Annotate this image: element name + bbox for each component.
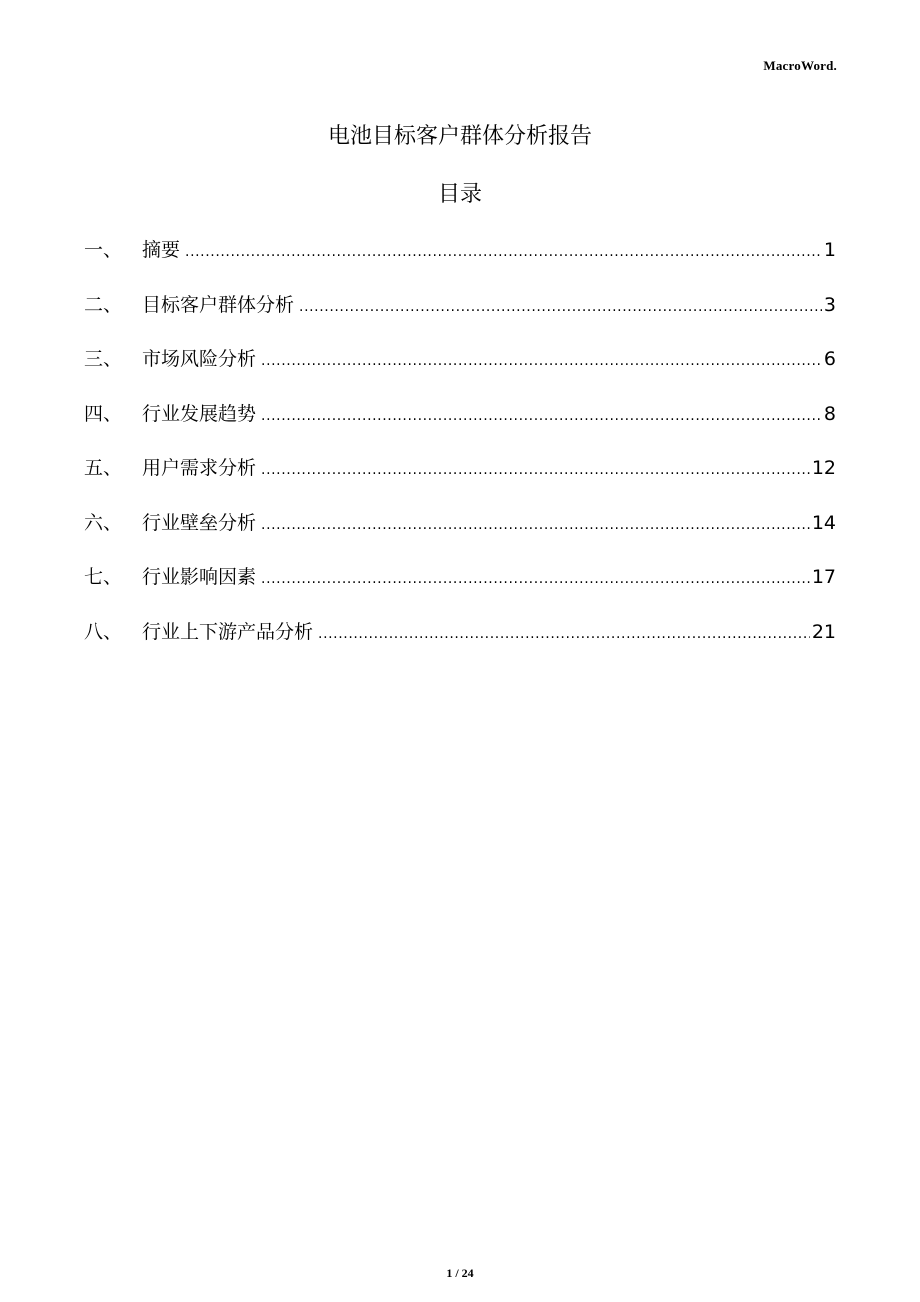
toc-entry-number: 三、 [84, 348, 123, 370]
toc-entry-page: 1 [823, 239, 836, 261]
toc-entry-industry-trends[interactable] [84, 396, 836, 451]
toc-dot-leader [185, 234, 822, 270]
toc-entry-number: 四、 [84, 402, 123, 425]
toc-entry-number: 二、 [84, 293, 123, 316]
toc-entry-page: 3 [823, 293, 836, 316]
toc-entry-page: 17 [811, 566, 836, 588]
toc-dot-leader [261, 561, 810, 597]
toc-entry-page: 6 [823, 348, 836, 370]
toc-entry-label: 摘要 [142, 239, 181, 261]
toc-entry-label: 行业上下游产品分析 [142, 620, 314, 643]
toc-dot-leader [299, 289, 822, 325]
toc-dot-leader [261, 507, 810, 543]
toc-entry-influencing-factors[interactable] [84, 559, 836, 614]
page-number-footer: 1 / 24 [446, 1266, 474, 1280]
toc-entry-upstream-downstream[interactable] [84, 614, 836, 669]
toc-entry-number: 七、 [84, 566, 123, 588]
toc-entry-market-risk[interactable] [84, 341, 836, 396]
toc-dot-leader [318, 616, 810, 652]
toc-dot-leader [261, 452, 810, 488]
toc-entry-page: 21 [811, 620, 836, 643]
toc-entry-label: 市场风险分析 [142, 348, 257, 370]
document-title: 电池目标客户群体分析报告 [327, 124, 592, 149]
header-brand: MacroWord. [763, 58, 837, 73]
toc-entry-number: 五、 [84, 457, 123, 479]
toc-entry-user-needs[interactable] [84, 450, 836, 505]
toc-entry-label: 用户需求分析 [142, 457, 257, 479]
toc-entry-label: 行业发展趋势 [142, 402, 257, 425]
toc-entry-number: 一、 [84, 239, 123, 261]
toc-dot-leader [261, 343, 822, 379]
toc-dot-leader [261, 398, 822, 434]
toc-entry-label: 行业壁垒分析 [142, 511, 257, 534]
toc-entry-number: 六、 [84, 511, 123, 534]
toc-entry-industry-barriers[interactable] [84, 505, 836, 560]
toc-entry-target-customers[interactable] [84, 287, 836, 342]
toc-entry-page: 8 [823, 402, 836, 425]
toc-entry-page: 14 [811, 511, 836, 534]
toc-heading: 目录 [437, 182, 482, 207]
table-of-contents [84, 232, 836, 668]
toc-entry-number: 八、 [84, 620, 123, 643]
toc-entry-summary[interactable] [84, 232, 836, 287]
toc-entry-label: 行业影响因素 [142, 566, 257, 588]
toc-entry-label: 目标客户群体分析 [142, 293, 295, 316]
toc-entry-page: 12 [811, 457, 836, 479]
